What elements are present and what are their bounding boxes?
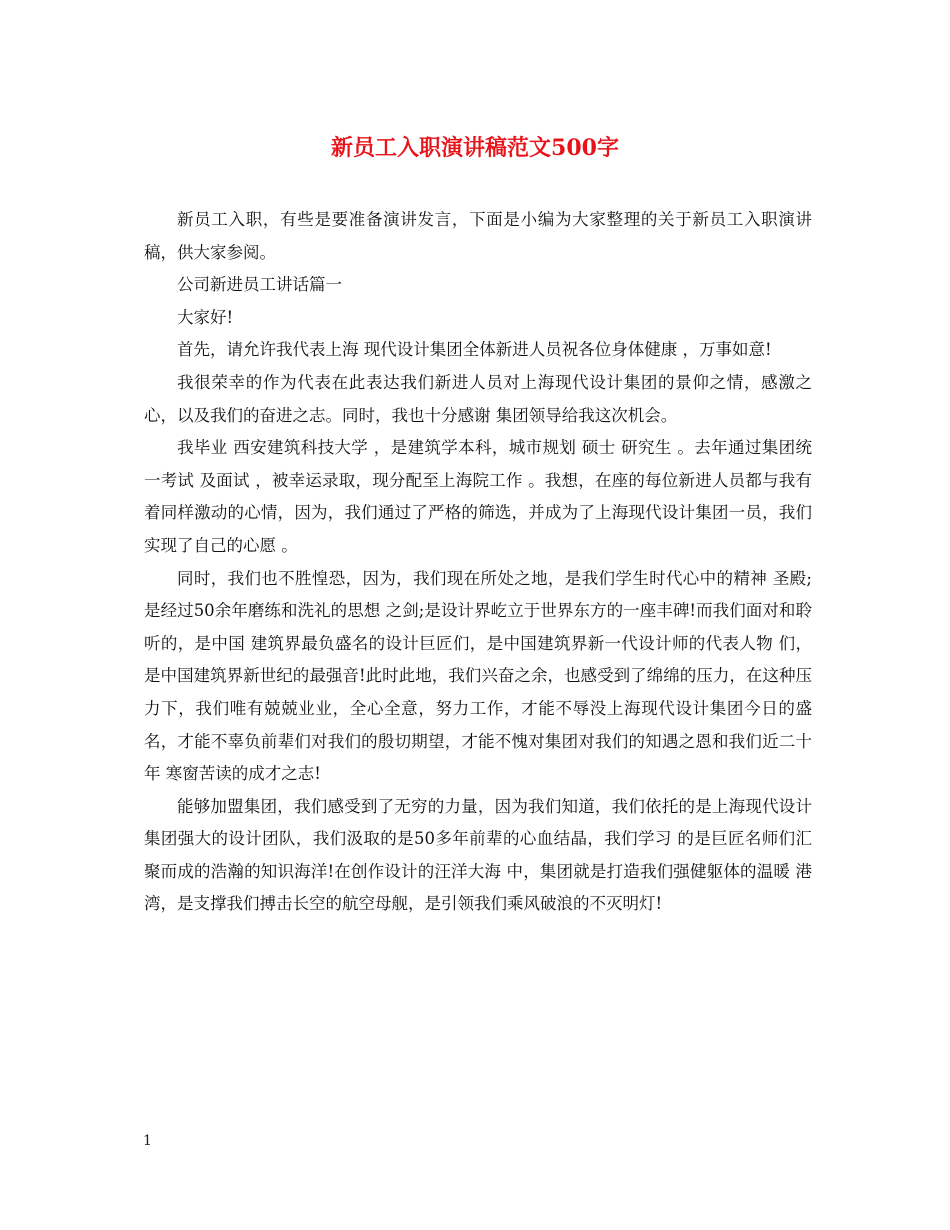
- paragraph-greeting: 大家好!: [177, 307, 234, 327]
- paragraph-gratitude: 我很荣幸的作为代表在此表达我们新进人员对上海现代设计集团的景仰之情，感激之心，以及我们的奋进之志。同时，我也十分感谢 集团领导给我这次机会。: [144, 372, 812, 425]
- document-body: [144, 204, 812, 921]
- paragraph-pressure: 同时，我们也不胜惶恐，因为，我们现在所处之地，是我们学生时代心中的精神 圣殿;是经过50余年磨练和洗礼的思想 之剑;是设计界屹立于世界东方的一座丰碑!而我们面对和聆听的，是中国 建筑界最负盛名的设计巨匠们，是中国建筑界新一代设计师的代表人物 们，是中国建筑界新世纪的最强音!此时此地，我们兴奋之余，也感受到了绵绵的压力，在这种压力下，我们唯有兢兢业业，全心全意，努力工作，才能不辱没上海现代设计集团今日的盛名，才能不辜负前辈们对我们的殷切期望，才能不愧对集团对我们的知遇之恩和我们近二十年 寒窗苦读的成才之志!: [144, 568, 812, 784]
- paragraph-strength: 能够加盟集团，我们感受到了无穷的力量，因为我们知道，我们依托的是上海现代设计集团强大的设计团队，我们汲取的是50多年前辈的心血结晶，我们学习 的是巨匠名师们汇聚而成的浩瀚的知识海洋!在创作设计的汪洋大海 中，集团就是打造我们强健躯体的温暖 港湾，是支撑我们搏击长空的航空母舰，是引领我们乘风破浪的不灭明灯!: [144, 796, 812, 914]
- paragraph-background: 我毕业 西安建筑科技大学 ，是建筑学本科，城市规划 硕士 研究生 。去年通过集团统一考试 及面试 ，被幸运录取，现分配至上海院工作 。我想，在座的每位新进人员都与我有着同样激动的心情，因为，我们通过了严格的筛选，并成为了上海现代设计集团一员，我们实现了自己的心愿 。: [144, 438, 812, 555]
- paragraph-opening: 首先，请允许我代表上海 现代设计集团全体新进人员祝各位身体健康 ，万事如意!: [177, 340, 772, 360]
- paragraph-section-heading: 公司新进员工讲话篇一: [177, 275, 342, 295]
- page-title: 新员工入职演讲稿范文500字: [331, 135, 619, 161]
- paragraph-intro: 新员工入职，有些是要准备演讲发言，下面是小编为大家整理的关于新员工入职演讲稿，供大家参阅。: [144, 210, 812, 262]
- page-number: 1: [143, 1133, 152, 1149]
